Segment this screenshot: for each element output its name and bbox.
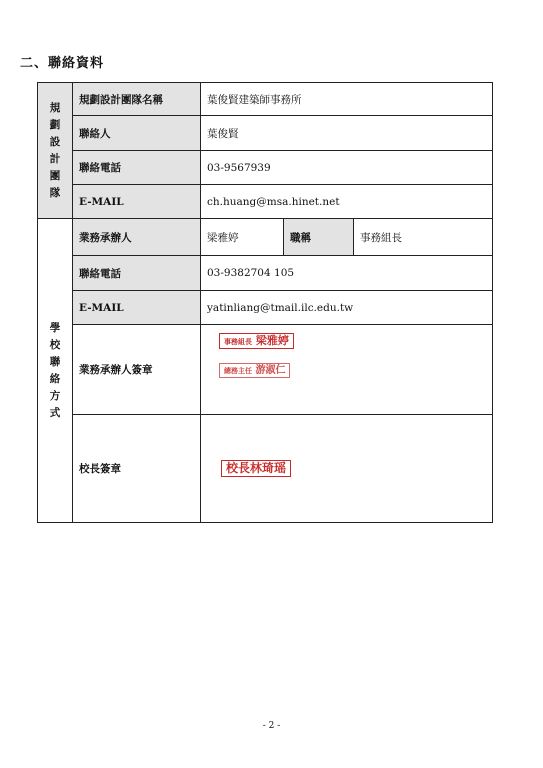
team-phone-label: 聯絡電話: [73, 151, 201, 185]
section-title: 二、聯絡資料: [20, 56, 105, 71]
school-side-label: 學 校 聯 絡 方 式: [38, 219, 73, 523]
handler-title-label: 職稱: [284, 219, 354, 256]
table-row: [38, 116, 493, 151]
handler-seal-label: 業務承辦人簽章: [73, 325, 201, 415]
principal-seal-area: [201, 415, 493, 523]
team-name-label: 規劃設計團隊名稱: [73, 83, 201, 116]
contact-person-value: 葉俊賢: [201, 116, 493, 151]
contact-table: [37, 82, 493, 523]
principal-seal-label: 校長簽章: [73, 415, 201, 523]
handler-name: 梁雅婷: [201, 219, 284, 256]
design-team-side-label: 規 劃 設 計 團 隊: [38, 83, 73, 219]
team-email-value: ch.huang@msa.hinet.net: [201, 185, 493, 219]
team-email-label: E-MAIL: [73, 185, 201, 219]
table-row: [38, 415, 493, 523]
team-phone-value: 03-9567939: [201, 151, 493, 185]
contact-person-label: 聯絡人: [73, 116, 201, 151]
table-row: [38, 219, 493, 256]
general-affairs-stamp: 總務主任 游淑仁: [219, 363, 290, 378]
principal-stamp: 校長林琦瑶: [221, 460, 291, 477]
table-row: [38, 291, 493, 325]
table-row: [38, 325, 493, 415]
school-phone-label: 聯絡電話: [73, 256, 201, 291]
handler-stamp: 事務組長 梁雅婷: [219, 333, 294, 349]
table-row: [38, 151, 493, 185]
table-row: [38, 83, 493, 116]
team-name-value: 葉俊賢建築師事務所: [201, 83, 493, 116]
table-row: [38, 256, 493, 291]
handler-label: 業務承辦人: [73, 219, 201, 256]
page-number: - 2 -: [262, 721, 281, 731]
school-phone-value: 03-9382704 105: [201, 256, 493, 291]
handler-title-value: 事務組長: [354, 219, 493, 256]
table-row: [38, 185, 493, 219]
school-email-value: yatinliang@tmail.ilc.edu.tw: [201, 291, 493, 325]
handler-seal-area: [201, 325, 493, 415]
school-email-label: E-MAIL: [73, 291, 201, 325]
